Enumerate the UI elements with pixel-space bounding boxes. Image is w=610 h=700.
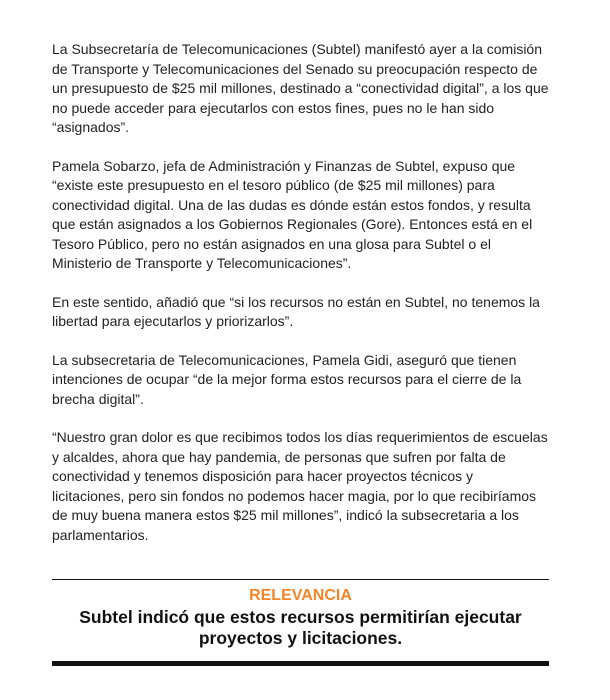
relevancia-label: RELEVANCIA: [249, 587, 352, 604]
article-paragraph: La subsecretaria de Telecomunicaciones, Pamela Gidi, aseguró que tienen intenciones de ocupar “de la mejor forma estos recursos para el cierre de la brecha digital”.: [52, 351, 522, 407]
article-paragraph: En este sentido, añadió que “si los recursos no están en Subtel, no tenemos la libertad para ejecutarlos y priorizarlos”.: [52, 293, 540, 329]
article-paragraph: La Subsecretaría de Telecomunicaciones (Subtel) manifestó ayer a la comisión de Transporte y Telecomunicaciones del Senado su preocupación respecto de un presupuesto de $25 mil millones, destinado a “conectividad digital”, a los que no puede acceder para ejecutarlos con estos fines, pues no le han sido “asignados”.: [52, 41, 549, 135]
article-body: [52, 40, 552, 564]
article-paragraph: “Nuestro gran dolor es que recibimos todos los días requerimientos de escuelas y alcaldes, ahora que hay pandemia, de personas que sufren por falta de conectividad y tenemos disposición para hacer proyectos técnicos y licitaciones, pero sin fondos no podemos hacer magia, por lo que recibiríamos de muy buena manera estos $25 mil millones”, indicó la subsecretaria a los parlamentarios.: [52, 429, 548, 543]
bottom-divider: [52, 661, 549, 666]
top-divider: [52, 579, 549, 580]
article-paragraph: Pamela Sobarzo, jefa de Administración y Finanzas de Subtel, expuso que “existe este presupuesto en el tesoro público (de $25 mil millones) para conectividad digital. Una de las dudas es dónde están estos fondos, y resulta que están asignados a los Gobiernos Regionales (Gore). Entonces está en el Tesoro Público, pero no están asignados en una glosa para Subtel o el Ministerio de Transporte y Telecomunicaciones”.: [52, 157, 533, 271]
relevancia-text: Subtel indicó que estos recursos permitirían ejecutar proyectos y licitaciones.: [79, 607, 522, 648]
relevancia-box: [52, 579, 549, 666]
